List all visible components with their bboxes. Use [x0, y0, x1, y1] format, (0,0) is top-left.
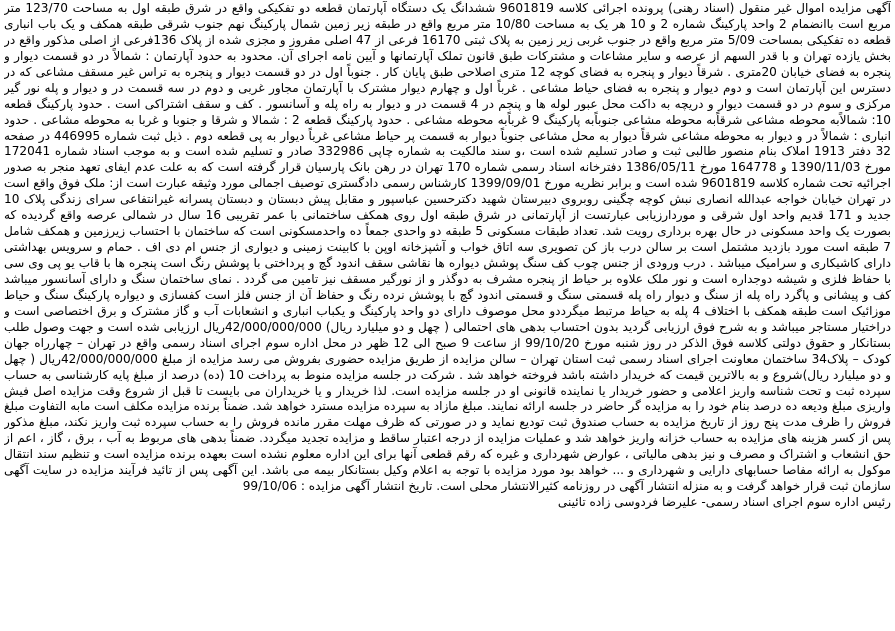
auction-notice	[4, 1, 891, 629]
signature-line: رئیس اداره سوم اجرای اسناد رسمی- علیرضا فردوسی زاده تائینی	[557, 495, 891, 510]
notice-body-text: آگهی مزایده اموال غیر منقول (اسناد رهنی) پرونده اجرائی کلاسه 9601819 ششدانگ یک دستگاه آپارتمان قطعه دو تفکیکی واقع در شرق طبقه اول به مساحت 123/70 متر مربع است باانضمام 2 واحد پارکینگ شماره 2 و 10 هر یک به مساحت 10/80 متر مربع واقع در طبقه زیر زمین شمال پارکینگ نهم جنوب شرقی طبقه همکف و یک باب انباری قطعه ده تفکیکی بمساحت 5/09 متر مربع واقع در جنوب غربی زیر زمین به پلاک ثبتی 16170 فرعی از 47 اصلی مفروز و مجزی شده از پلاک 136فرعی از اصلی مذکور واقع در بخش یازده تهران و با قدر السهم از عرصه و سایر مشاعات و مشترکات طبق قانون تملک آپارتمانها و آیین نامه اجرای آن. محدود به حدود آپارتمان : شمالاً در دو قسمت دیوار و پنجره به فضای خیابان 20متری . شرقاً دیوار و پنجره به فضای کوچه 12 متری اصلاحی طبق پایان کار . جنوباً اول در دو قسمت دیوار و پنجره به تراس غیر مسقف مشاعی که در دسترس این آپارتمان است و دوم دیوار و پنجره به فضای حیاط مشاعی . غرباً اول و چهارم دیوار مشترک با آپارتمان مجاور غربی و دوم در سه قسمت در و دیوار و پله نور گیر مرکزی و سوم در دو قسمت دیوار و دریچه به داکت محل عبور لوله ها و پنجم در 4 قسمت در و دیوار به راه پله و آسانسور . کف و سقف اشتراکی است . حدود پارکینگ قطعه 10: شمالاًبه محوطه مشاعی شرقاًبه محوطه مشاعی جنوباًبه پارکینگ 9 غرباًبه محوطه مشاعی . حدود پارکینگ قطعه 2 : شمالا و شرقا و جنوبا و غربا به محوطه مشاعی . حدود انباری : شمالاً در و دیوار به محوطه مشاعی شرقاً دیوار به محل مشاعی جنوباً دیوار به قسمت پر حیاط مشاعی غرباً دیوار به پی قطعه دوم . ذیل ثبت شماره 446995 در صفحه 32 دفتر 1913 املاک بنام منصور طالبی ثبت و صادر تسلیم شده است ،و سند مالکیت به شماره چاپی 332986 صادر و تسلیم شده است و به موجب اسناد شماره 172041 مورخ 1390/11/03 و 164778 مورخ 1386/05/11 دفترخانه اسناد رسمی شماره 170 تهران در رهن بانک پارسیان قرار گرفته است که به علت عدم ایفای تعهد منجر به صدور اجرائیه تحت شماره کلاسه 9601819 شده است و برابر نظریه مورخ 1399/09/01 کارشناس رسمی دادگستری توصیف اجمالی مورد وثیقه عبارت است از: ملک فوق واقع است در تهران خیابان خواجه عبدالله انصاری نبش کوچه چگینی روبروی دبیرستان شهید دکترحسین عباسپور و مقابل پیش دبستان و دبستان پسرانه غیرانتفاعی سرای زندگی پلاک 10 جدید و 171 قدیم واحد اول شرقی و موردارزیابی عبارتست از آپارتمانی در شرق طبقه اول روی همکف ساختمانی با عمر تقریبی 16 سال در شمالی عرصه واقع گردیده که بصورت یک واحد مسکونی در حال بهره برداری رویت شد. تعداد طبقات مسکونی 5 طبقه دو واحدی جمعاً ده واحدمسکونی است که ساختمان با احتساب زیرزمین و همکف شامل 7 طبقه است مورد بازدید مشتمل است بر سالن درب باز کن تصویری سه اتاق خواب و آشپزخانه اوپن با کابینت زمینی و دیواری از جنس ام دی اف . حمام و سرویس بهداشتی دارای کاشیکاری و سرامیک میباشد . درب ورودی از جنس چوب کف سنگ پوشش دیواره ها نقاشی سقف اندود گچ و پرداختی با پوشش رنگ است پنجره ها با قاب یو پی وی سی با حفاظ فلزی و شیشه دوجداره است و نور ملک علاوه بر حیاط از پنجره مشرف به دوگذر و از نورگیر مسقف نیز تامین می گردد . نمای ساختمان سنگ و دارای آسانسور میباشد کف و پیشانی و پاگرد راه پله از سنگ و دیوار راه پله قسمتی سنگ و قسمتی اندود گچ با پوشش نرده رنگ و حفاظ آن از جنس فلز است کفسازی و دیواره پارکینگ سنگ و حیاط موزائیک است طبقه همکف با اختلاف 4 پله به حیاط مرتبط میگرددو محل موصوف دارای دو واحد پارکینگ و یکباب انباری و انشعابات آب و گاز مشترک و برق اختصاصی است و دراختیار مستاجر میباشد و به شرح فوق ارزیابی گردید بدون احتساب بدهی های احتمالی ( چهل و دو میلیارد ریال) 42/000/000/000ریال ارزیابی شده است و جهت وصول طلب بستانکار و حقوق دولتی کلاسه فوق الذکر در روز شنبه مورخ 99/10/20 از ساعت 9 صبح الی 12 ظهر در محل اداره سوم اجرای اسناد رسمی واقع در تهران – چهارراه جهان کودک – پلاک34 ساختمان معاونت اجرای اسناد رسمی ثبت استان تهران – سالن مزایده از طریق مزایده حضوری بفروش می رسد مزایده از مبلغ 42/000/000/000ریال ( چهل و دو میلیارد ریال)شروع و به بالاترین قیمت که خریدار داشته باشد فروخته خواهد شد . شرکت در جلسه مزایده منوط به پرداخت 10 (ده) درصد از مبلغ پایه کارشناسی به حساب سپرده ثبت و تحت شناسه واریز اعلامی و حضور خریدار یا نماینده قانونی او در جلسه مزایده است. لذا خریدار و یا خریداران می بایست تا قبل از شروع وقت مزایده اصل فیش واریزی مبلغ ودیعه ده درصد بنام خود را به مزایده گر حاضر در جلسه ارائه نمایند. مبلغ مازاد به سپرده مزایده مسترد خواهد شد. ضمناً برنده مزایده مکلف است مابه التفاوت مبلغ فروش را ظرف مدت پنج روز از تاریخ مزایده به حساب صندوق ثبت تودیع نماید و در صورتی که ظرف مهلت مقرر مانده فروش را به حساب سپرده ثبت واریز نکند، مبلغ مذکور پس از کسر هزینه های مزایده به حساب خزانه واریز خواهد شد و عملیات مزایده از درجه اعتبار ساقط و مزایده تجدید میگردد. ضمناً بدهی های مربوط به آب ، برق ، گاز ، اعم از حق انشعاب و اشتراک و مصرف و نیز بدهی مالیاتی ، عوارض شهرداری و غیره که رقم قطعی آنها برای این اداره معلوم نشده است بعهده برنده مزایده است و تنظیم سند انتقال موکول به ارائه مفاصا حسابهای دارایی و شهرداری و ... خواهد بود مورد مزایده با توجه به اعلام وکیل بستانکار بیمه می باشد. این آگهی پس از تائید فرآیند مزایده در سایت آگهی سازمان ثبت قرار خواهد گرفت و به منزله انتشار آگهی در روزنامه کثیرالانتشار محلی است. تاریخ انتشار آگهی مزایده : 99/10/06	[4, 1, 891, 494]
